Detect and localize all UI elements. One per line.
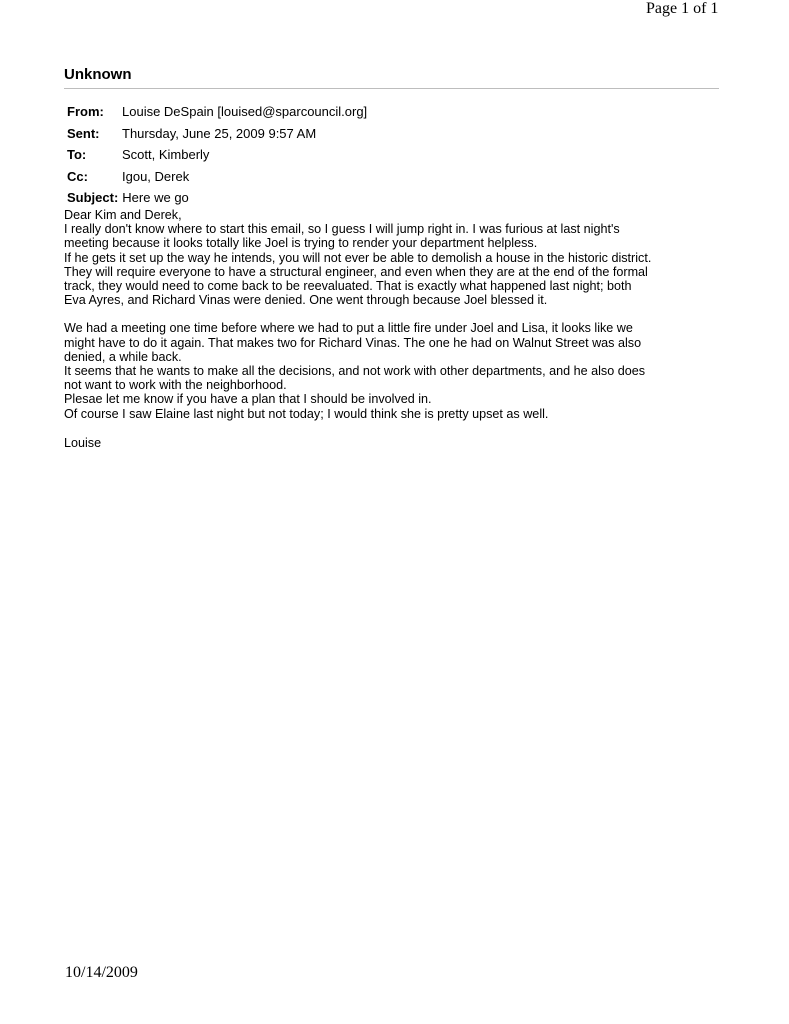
email-headers bbox=[67, 101, 367, 209]
header-to bbox=[67, 144, 367, 166]
header-value: Scott, Kimberly bbox=[122, 147, 210, 162]
header-subject bbox=[67, 187, 367, 209]
page-number: Page 1 of 1 bbox=[646, 0, 719, 17]
body-line: denied, a while back. bbox=[64, 349, 182, 364]
greeting: Dear Kim and Derek, bbox=[64, 208, 182, 222]
body-line: track, they would need to come back to be reevaluated. That is exactly what happened last night; both bbox=[64, 279, 632, 294]
header-label: Subject: bbox=[67, 190, 119, 205]
body-line: not want to work with the neighborhood. bbox=[64, 378, 287, 393]
header-cc bbox=[67, 166, 367, 188]
header-value: Thursday, June 25, 2009 9:57 AM bbox=[122, 125, 317, 141]
body-line: Of course I saw Elaine last night but not today; I would think she is pretty upset as well. bbox=[64, 406, 549, 421]
header-label: From: bbox=[67, 104, 104, 119]
header-value: Louise DeSpain [louised@sparcouncil.org] bbox=[122, 104, 368, 119]
body-line: If he gets it set up the way he intends, you will not ever be able to demolish a house in the historic district. bbox=[64, 250, 652, 265]
body-line: Plesae let me know if you have a plan that I should be involved in. bbox=[64, 392, 432, 407]
page-title: Unknown bbox=[64, 66, 132, 83]
print-date: 10/14/2009 bbox=[65, 964, 138, 981]
email-body bbox=[64, 208, 684, 450]
header-label: To: bbox=[67, 147, 87, 162]
header-value: Here we go bbox=[122, 190, 189, 205]
header-value: Igou, Derek bbox=[122, 168, 190, 184]
body-line: I really don't know where to start this email, so I guess I will jump right in. I was furious at last night's bbox=[64, 222, 620, 237]
signature: Louise bbox=[64, 435, 102, 450]
body-line: It seems that he wants to make all the decisions, and not work with other departments, and he also does bbox=[64, 364, 646, 379]
header-label: Sent: bbox=[67, 125, 100, 141]
header-label: Cc: bbox=[67, 168, 88, 184]
body-line: We had a meeting one time before where we had to put a little fire under Joel and Lisa, it looks like we bbox=[64, 321, 633, 336]
body-line: They will require everyone to have a structural engineer, and even when they are at the end of the formal bbox=[64, 264, 648, 279]
body-line: might have to do it again. That makes two for Richard Vinas. The one he had on Walnut Street was also bbox=[64, 335, 642, 350]
header-from bbox=[67, 101, 367, 123]
body-line: Eva Ayres, and Richard Vinas were denied. One went through because Joel blessed it. bbox=[64, 293, 548, 308]
body-line: meeting because it looks totally like Joel is trying to render your department helpless. bbox=[64, 236, 538, 251]
header-sent bbox=[67, 123, 367, 145]
title-divider bbox=[64, 88, 719, 89]
